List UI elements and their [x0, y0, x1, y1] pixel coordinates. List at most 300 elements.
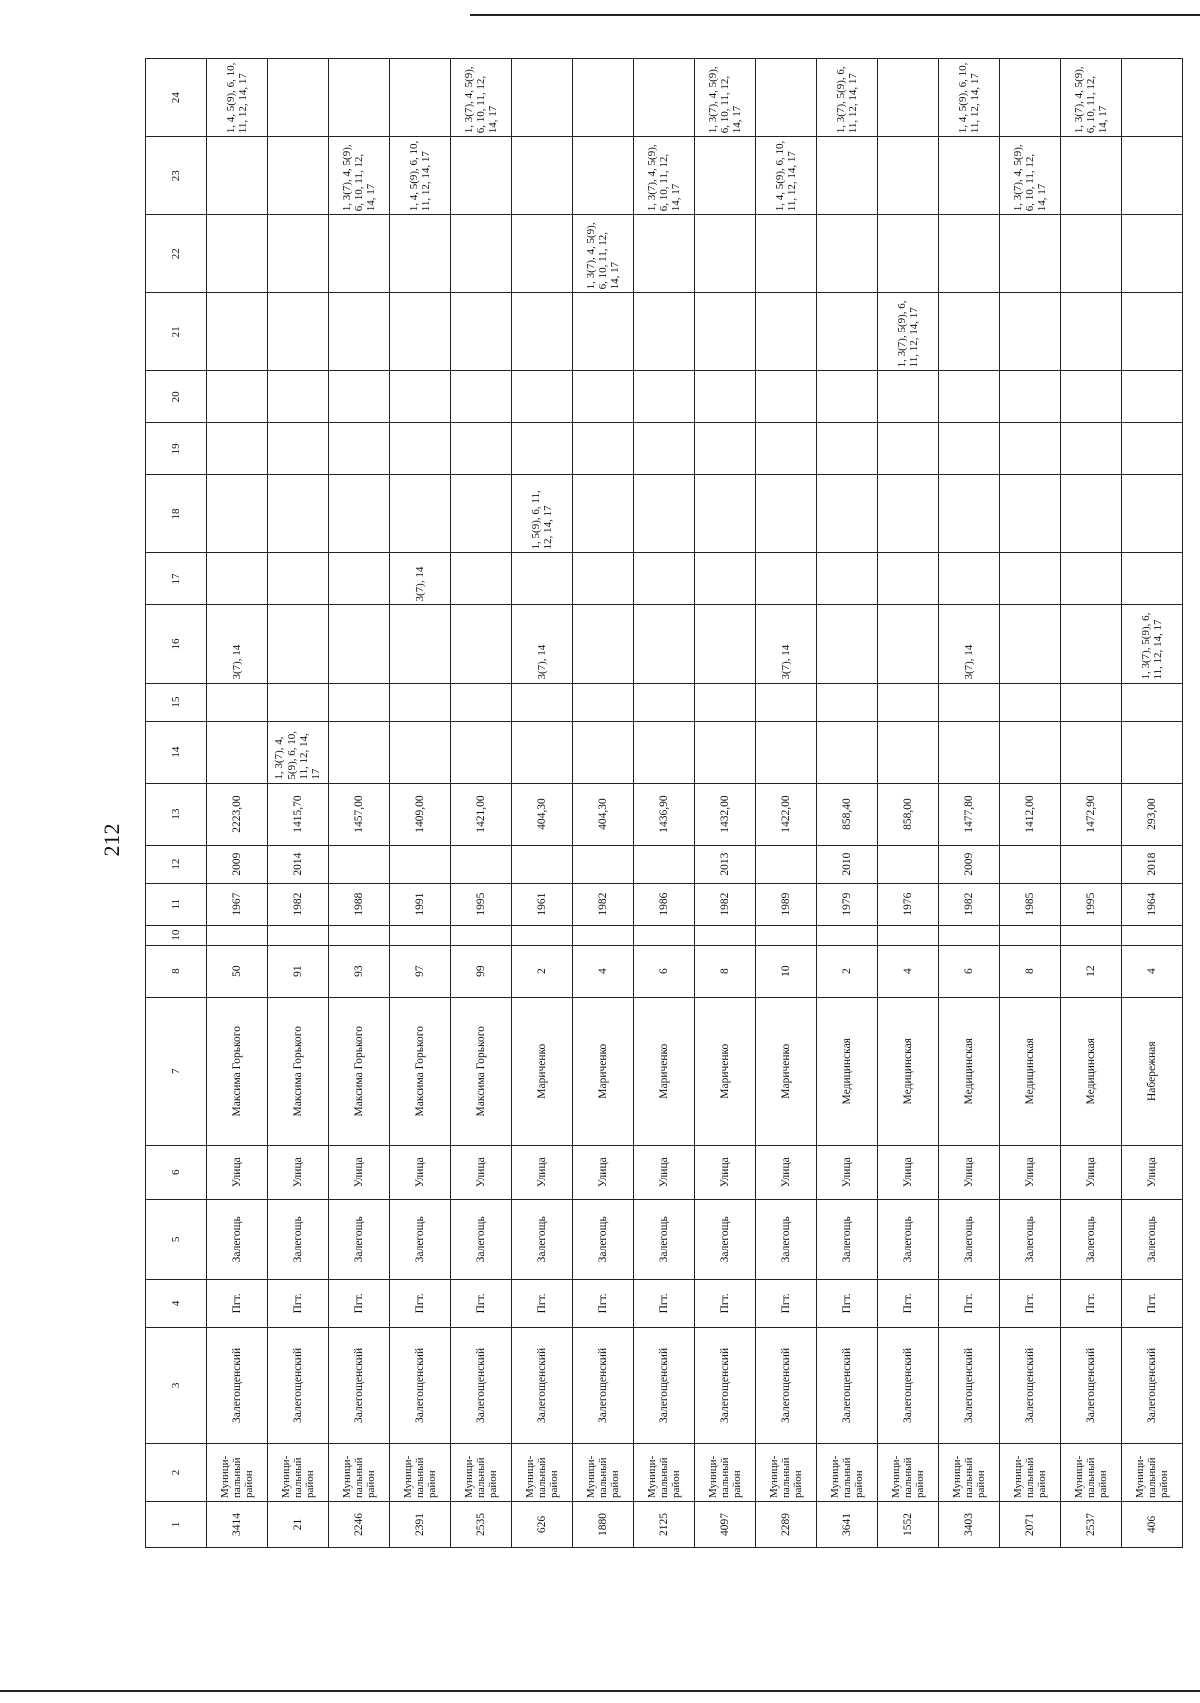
table-cell	[817, 215, 878, 293]
table-cell	[329, 475, 390, 553]
table-cell: 1989	[756, 883, 817, 925]
table-cell: 1, 3(7), 5(9), 6, 11, 12, 14, 17	[878, 293, 939, 371]
table-cell	[512, 925, 573, 945]
table-cell	[756, 215, 817, 293]
table-cell	[329, 845, 390, 883]
table-cell	[939, 293, 1000, 371]
table-cell: 3(7), 14	[939, 605, 1000, 683]
table-cell: 10	[756, 945, 817, 997]
table-cell	[1122, 293, 1183, 371]
table-cell	[451, 293, 512, 371]
table-cell	[390, 925, 451, 945]
table-cell	[1122, 475, 1183, 553]
street-cell: Набережная	[1122, 997, 1183, 1145]
table-cell	[939, 475, 1000, 553]
table-cell: Залегощь	[1000, 1199, 1061, 1279]
column-header: 21	[146, 293, 207, 371]
table-cell	[878, 215, 939, 293]
table-cell	[1000, 293, 1061, 371]
table-cell	[512, 683, 573, 721]
table-cell: Пгт.	[939, 1279, 1000, 1327]
table-cell: Залегощенский	[1122, 1327, 1183, 1443]
table-cell	[207, 215, 268, 293]
table-cell	[634, 59, 695, 137]
table-cell: 1, 3(7), 4, 5(9), 6, 10, 11, 12, 14, 17	[451, 59, 512, 137]
table-cell: Улица	[695, 1145, 756, 1199]
table-cell: Залегощь	[878, 1199, 939, 1279]
table-cell: 1436,90	[634, 783, 695, 845]
table-cell: 1982	[695, 883, 756, 925]
table-cell: 1, 5(9), 6, 11, 12, 14, 17	[512, 475, 573, 553]
table-cell: 1, 4, 5(9), 6, 10, 11, 12, 14, 17	[390, 137, 451, 215]
table-cell: Муници-пальный район	[451, 1443, 512, 1501]
table-cell	[939, 371, 1000, 423]
table-cell	[1122, 371, 1183, 423]
table-cell	[939, 721, 1000, 783]
table-cell	[695, 553, 756, 605]
table-cell: Залегощь	[390, 1199, 451, 1279]
table-cell	[451, 845, 512, 883]
table-cell: Залегощенский	[939, 1327, 1000, 1443]
table-cell: Муници-пальный район	[1061, 1443, 1122, 1501]
table-cell	[1061, 605, 1122, 683]
column-header: 24	[146, 59, 207, 137]
table-cell: 404,30	[573, 783, 634, 845]
table-cell: 1, 4, 5(9), 6, 10, 11, 12, 14, 17	[756, 137, 817, 215]
table-cell: 3(7), 14	[207, 605, 268, 683]
table-cell: 1, 3(7), 4, 5(9), 6, 10, 11, 12, 14, 17	[1000, 137, 1061, 215]
table-cell	[1000, 553, 1061, 605]
table-cell	[695, 423, 756, 475]
table-cell	[268, 293, 329, 371]
table-cell	[756, 59, 817, 137]
street-cell: Медицинская	[878, 997, 939, 1145]
table-cell: Залегощенский	[1061, 1327, 1122, 1443]
table-cell	[329, 293, 390, 371]
table-cell: Муници-пальный район	[695, 1443, 756, 1501]
table-cell: Улица	[207, 1145, 268, 1199]
table-cell: Улица	[939, 1145, 1000, 1199]
table-cell	[268, 925, 329, 945]
table-cell: Пгт.	[756, 1279, 817, 1327]
table-cell: Залегощенский	[207, 1327, 268, 1443]
table-cell	[329, 423, 390, 475]
table-cell	[1122, 215, 1183, 293]
table-cell	[756, 721, 817, 783]
table-cell	[207, 925, 268, 945]
table-cell: 2010	[817, 845, 878, 883]
table-cell	[512, 371, 573, 423]
table-row	[329, 59, 390, 1548]
table-cell: Залегощенский	[695, 1327, 756, 1443]
table-cell: 1, 4, 5(9), 6, 10, 11, 12, 14, 17	[939, 59, 1000, 137]
table-cell	[634, 721, 695, 783]
table-cell	[939, 137, 1000, 215]
table-cell: 858,00	[878, 783, 939, 845]
table-cell	[695, 721, 756, 783]
table-cell: Муници-пальный район	[939, 1443, 1000, 1501]
table-cell	[817, 371, 878, 423]
table-cell	[390, 683, 451, 721]
table-cell	[329, 683, 390, 721]
table-cell: Муници-пальный район	[1122, 1443, 1183, 1501]
table-cell	[451, 423, 512, 475]
table-cell	[695, 605, 756, 683]
table-cell	[390, 475, 451, 553]
table-cell: 8	[695, 945, 756, 997]
column-header: 5	[146, 1199, 207, 1279]
table-cell: Залегощь	[817, 1199, 878, 1279]
table-cell	[1061, 137, 1122, 215]
table-cell	[1061, 215, 1122, 293]
table-cell: Улица	[1122, 1145, 1183, 1199]
table-cell: Залегощенский	[451, 1327, 512, 1443]
table-cell	[939, 423, 1000, 475]
table-cell	[817, 475, 878, 553]
table-cell	[695, 371, 756, 423]
row-id-cell: 2535	[451, 1501, 512, 1547]
table-cell: 3(7), 14	[390, 553, 451, 605]
table-cell	[573, 721, 634, 783]
table-cell	[207, 683, 268, 721]
street-cell: Максима Горького	[451, 997, 512, 1145]
table-cell: Муници-пальный район	[817, 1443, 878, 1501]
table-cell: Залегощь	[451, 1199, 512, 1279]
table-cell	[329, 59, 390, 137]
table-cell	[878, 423, 939, 475]
table-cell: 2009	[939, 845, 1000, 883]
table-cell	[878, 553, 939, 605]
table-cell: Муници-пальный район	[878, 1443, 939, 1501]
table-cell	[1122, 683, 1183, 721]
table-cell: Улица	[573, 1145, 634, 1199]
table-cell: 1412,00	[1000, 783, 1061, 845]
table-cell	[878, 59, 939, 137]
table-cell	[634, 845, 695, 883]
row-id-cell: 626	[512, 1501, 573, 1547]
table-cell	[207, 553, 268, 605]
table-cell: 293,00	[1122, 783, 1183, 845]
column-header: 17	[146, 553, 207, 605]
table-cell: 1421,00	[451, 783, 512, 845]
column-header: 22	[146, 215, 207, 293]
table-cell: 97	[390, 945, 451, 997]
street-cell: Медицинская	[817, 997, 878, 1145]
table-cell	[878, 721, 939, 783]
table-cell	[1000, 423, 1061, 475]
column-header: 1	[146, 1501, 207, 1547]
table-cell	[939, 683, 1000, 721]
table-cell	[1061, 553, 1122, 605]
table-cell	[756, 371, 817, 423]
street-cell: Медицинская	[1000, 997, 1061, 1145]
table-cell: Пгт.	[878, 1279, 939, 1327]
row-id-cell: 2246	[329, 1501, 390, 1547]
table-cell	[878, 137, 939, 215]
table-cell	[634, 553, 695, 605]
table-cell	[878, 475, 939, 553]
table-row	[756, 59, 817, 1548]
table-cell	[1061, 293, 1122, 371]
table-cell	[1000, 605, 1061, 683]
column-header: 19	[146, 423, 207, 475]
table-cell: 2018	[1122, 845, 1183, 883]
table-cell: Залегощенский	[634, 1327, 695, 1443]
table-cell	[1000, 845, 1061, 883]
table-cell	[573, 845, 634, 883]
table-cell: 1, 3(7), 4, 5(9), 6, 10, 11, 12, 14, 17	[1061, 59, 1122, 137]
row-id-cell: 2125	[634, 1501, 695, 1547]
table-cell	[634, 215, 695, 293]
table-cell: Улица	[1000, 1145, 1061, 1199]
table-cell	[817, 925, 878, 945]
table-cell	[1122, 423, 1183, 475]
table-cell: 1991	[390, 883, 451, 925]
table-cell	[329, 371, 390, 423]
table-row	[390, 59, 451, 1548]
table-cell: 1982	[939, 883, 1000, 925]
table-row	[695, 59, 756, 1548]
table-cell	[329, 925, 390, 945]
table-cell	[268, 683, 329, 721]
street-cell: Медицинская	[939, 997, 1000, 1145]
table-cell	[207, 137, 268, 215]
row-id-cell: 1880	[573, 1501, 634, 1547]
table-cell: Улица	[390, 1145, 451, 1199]
table-cell	[756, 845, 817, 883]
table-cell: Пгт.	[1122, 1279, 1183, 1327]
table-cell	[634, 925, 695, 945]
table-cell	[1061, 683, 1122, 721]
rotated-table-container	[145, 58, 1200, 1548]
table-cell	[1122, 553, 1183, 605]
table-cell: Улица	[878, 1145, 939, 1199]
table-cell	[512, 423, 573, 475]
table-cell: Улица	[756, 1145, 817, 1199]
table-cell	[390, 59, 451, 137]
table-cell	[451, 137, 512, 215]
table-cell	[573, 293, 634, 371]
table-cell	[390, 371, 451, 423]
table-cell: 2	[512, 945, 573, 997]
table-cell: Пгт.	[329, 1279, 390, 1327]
table-cell: 91	[268, 945, 329, 997]
table-cell	[817, 423, 878, 475]
table-cell: 2	[817, 945, 878, 997]
table-row	[634, 59, 695, 1548]
street-cell: Медицинская	[1061, 997, 1122, 1145]
street-cell: Мариченко	[634, 997, 695, 1145]
table-cell: 1415,70	[268, 783, 329, 845]
table-cell: 1, 3(7), 5(9), 6, 11, 12, 14, 17	[817, 59, 878, 137]
table-cell	[512, 721, 573, 783]
table-cell: Залегощь	[207, 1199, 268, 1279]
table-cell: Пгт.	[817, 1279, 878, 1327]
table-cell	[756, 423, 817, 475]
table-cell	[1000, 215, 1061, 293]
table-cell: Муници-пальный район	[512, 1443, 573, 1501]
table-cell: 1, 3(7), 4, 5(9), 6, 10, 11, 12, 14, 17	[329, 137, 390, 215]
table-cell: Залегощь	[268, 1199, 329, 1279]
table-cell: 1995	[451, 883, 512, 925]
column-header: 4	[146, 1279, 207, 1327]
table-row	[1122, 59, 1183, 1548]
table-cell	[207, 293, 268, 371]
table-cell: 1995	[1061, 883, 1122, 925]
header-row	[146, 59, 207, 1548]
table-cell	[207, 721, 268, 783]
table-cell	[390, 423, 451, 475]
table-cell	[390, 215, 451, 293]
table-cell	[878, 845, 939, 883]
table-cell: 2009	[207, 845, 268, 883]
table-cell: Залегощенский	[756, 1327, 817, 1443]
table-row	[207, 59, 268, 1548]
table-cell	[1061, 371, 1122, 423]
table-cell	[451, 553, 512, 605]
table-cell: 404,30	[512, 783, 573, 845]
column-header: 20	[146, 371, 207, 423]
street-cell: Максима Горького	[207, 997, 268, 1145]
scan-edge-line-bottom	[0, 1690, 1200, 1692]
table-cell	[1061, 845, 1122, 883]
table-cell: Пгт.	[268, 1279, 329, 1327]
table-cell	[268, 605, 329, 683]
table-cell: Пгт.	[512, 1279, 573, 1327]
table-cell	[634, 423, 695, 475]
table-row	[451, 59, 512, 1548]
table-cell: Пгт.	[390, 1279, 451, 1327]
table-cell: 1985	[1000, 883, 1061, 925]
table-cell: 2223,00	[207, 783, 268, 845]
table-cell: Пгт.	[573, 1279, 634, 1327]
table-cell	[939, 925, 1000, 945]
table-cell: 6	[939, 945, 1000, 997]
table-cell: Залегощь	[1122, 1199, 1183, 1279]
table-cell: Улица	[817, 1145, 878, 1199]
table-cell: Пгт.	[207, 1279, 268, 1327]
table-cell: 93	[329, 945, 390, 997]
table-cell	[512, 293, 573, 371]
table-cell: 1, 3(7), 5(9), 6, 11, 12, 14, 17	[1122, 605, 1183, 683]
table-cell	[268, 423, 329, 475]
table-cell: Залегощь	[329, 1199, 390, 1279]
page-number: 212	[99, 823, 124, 857]
table-cell	[756, 293, 817, 371]
table-cell	[1122, 137, 1183, 215]
table-cell: Залегощь	[573, 1199, 634, 1279]
table-cell: 1477,80	[939, 783, 1000, 845]
table-cell: 1, 4, 5(9), 6, 10, 11, 12, 14, 17	[207, 59, 268, 137]
table-row	[512, 59, 573, 1548]
table-cell: 1976	[878, 883, 939, 925]
row-id-cell: 406	[1122, 1501, 1183, 1547]
table-cell: Залегощь	[939, 1199, 1000, 1279]
table-cell	[817, 605, 878, 683]
table-cell	[1000, 475, 1061, 553]
table-cell	[1122, 59, 1183, 137]
scan-edge-line-top	[470, 14, 1200, 16]
table-cell: 1422,00	[756, 783, 817, 845]
street-cell: Мариченко	[512, 997, 573, 1145]
table-cell	[695, 683, 756, 721]
table-cell	[756, 553, 817, 605]
column-header: 16	[146, 605, 207, 683]
table-cell	[695, 137, 756, 215]
table-cell: 1979	[817, 883, 878, 925]
table-cell	[1000, 683, 1061, 721]
table-row	[878, 59, 939, 1548]
table-cell	[695, 475, 756, 553]
table-cell: Залегощенский	[573, 1327, 634, 1443]
column-header: 2	[146, 1443, 207, 1501]
table-cell: Улица	[268, 1145, 329, 1199]
street-cell: Максима Горького	[390, 997, 451, 1145]
table-cell	[634, 683, 695, 721]
table-cell: 1409,00	[390, 783, 451, 845]
row-id-cell: 3403	[939, 1501, 1000, 1547]
table-cell	[573, 371, 634, 423]
table-cell	[451, 215, 512, 293]
table-cell: 8	[1000, 945, 1061, 997]
table-cell	[329, 721, 390, 783]
table-cell: Залегощенский	[512, 1327, 573, 1443]
register-table-body	[146, 59, 1183, 1548]
table-cell	[512, 137, 573, 215]
street-cell: Максима Горького	[329, 997, 390, 1145]
table-cell	[573, 423, 634, 475]
table-cell	[1000, 59, 1061, 137]
table-cell	[573, 925, 634, 945]
table-cell: 1988	[329, 883, 390, 925]
table-cell: Залегощенский	[329, 1327, 390, 1443]
table-cell: 99	[451, 945, 512, 997]
table-cell	[1122, 721, 1183, 783]
table-cell	[634, 371, 695, 423]
row-id-cell: 3641	[817, 1501, 878, 1547]
table-row	[268, 59, 329, 1548]
table-cell: Пгт.	[1000, 1279, 1061, 1327]
table-cell: 6	[634, 945, 695, 997]
table-cell	[451, 475, 512, 553]
table-cell	[1000, 371, 1061, 423]
table-cell	[329, 553, 390, 605]
table-cell: 1982	[573, 883, 634, 925]
table-cell: Залегощь	[634, 1199, 695, 1279]
row-id-cell: 2071	[1000, 1501, 1061, 1547]
table-cell: 3(7), 14	[756, 605, 817, 683]
row-id-cell: 2289	[756, 1501, 817, 1547]
table-cell: Улица	[329, 1145, 390, 1199]
table-cell: Залегощь	[1061, 1199, 1122, 1279]
table-cell	[1061, 721, 1122, 783]
row-id-cell: 2537	[1061, 1501, 1122, 1547]
table-cell: Пгт.	[634, 1279, 695, 1327]
row-id-cell: 2391	[390, 1501, 451, 1547]
column-header: 18	[146, 475, 207, 553]
row-id-cell: 4097	[695, 1501, 756, 1547]
table-cell	[573, 137, 634, 215]
table-cell	[329, 215, 390, 293]
table-cell	[878, 371, 939, 423]
column-header: 13	[146, 783, 207, 845]
street-cell: Максима Горького	[268, 997, 329, 1145]
table-cell	[512, 59, 573, 137]
table-row	[939, 59, 1000, 1548]
table-cell	[207, 475, 268, 553]
table-cell	[268, 371, 329, 423]
table-cell	[268, 137, 329, 215]
